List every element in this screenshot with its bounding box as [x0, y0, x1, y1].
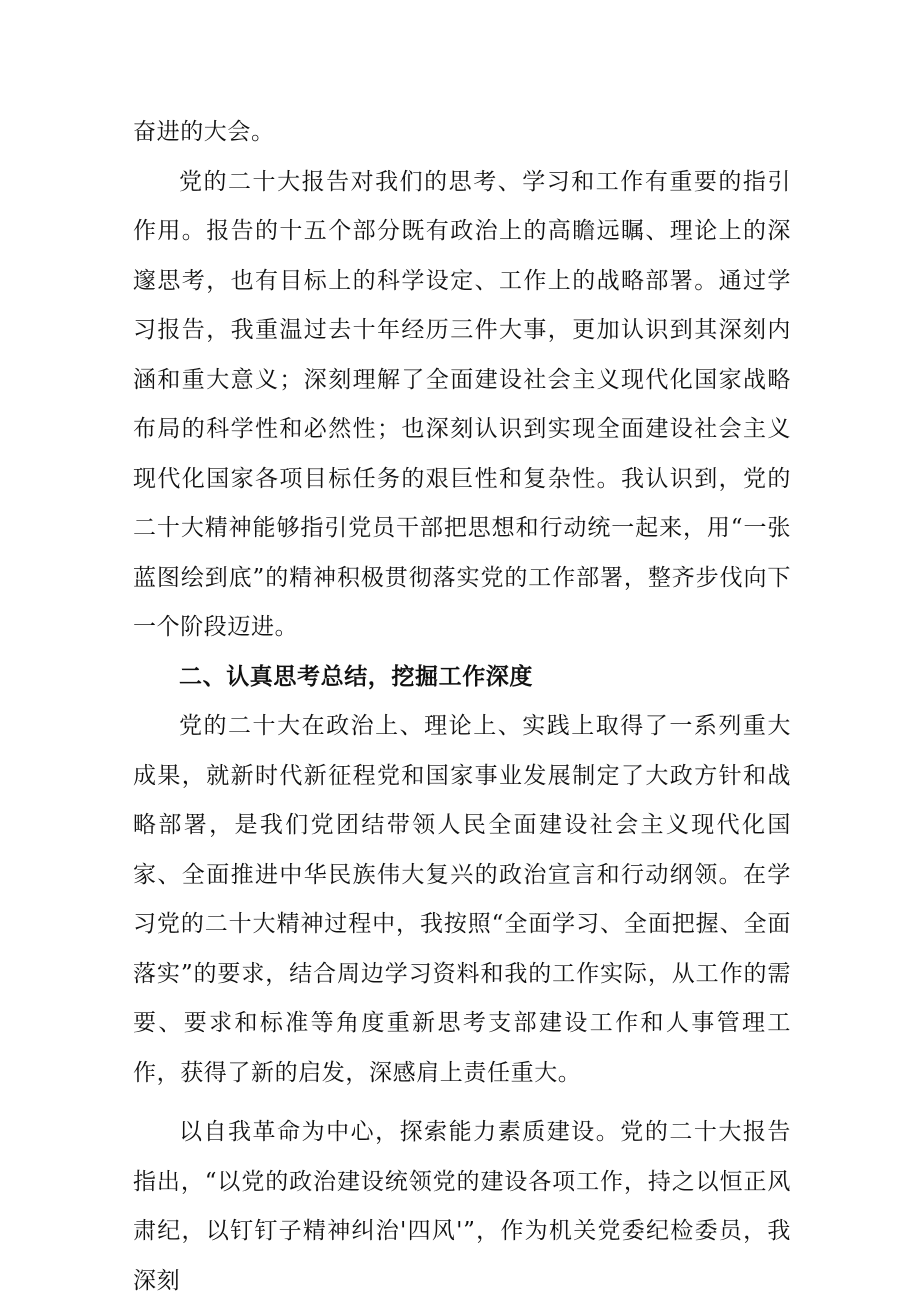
document-body: [133, 108, 791, 1306]
paragraph-continuation: 奋进的大会。: [133, 119, 275, 145]
paragraph-report-guidance: 党的二十大报告对我们的思考、学习和工作有重要的指引作用。报告的十五个部分既有政治上的高瞻远瞩、理论上的深邃思考，也有目标上的科学设定、工作上的战略部署。通过学习报告，我重温过去十年经历三件大事，更加认识到其深刻内涵和重大意义；深刻理解了全面建设社会主义现代化国家战略布局的科学性和必然性；也深刻认识到实现全面建设社会主义现代化国家各项目标任务的艰巨性和复杂性。我认识到，党的二十大精神能够指引党员干部把思想和行动统一起来，用“一张蓝图绘到底”的精神积极贯彻落实党的工作部署，整齐步伐向下一个阶段迈进。: [133, 168, 791, 640]
paragraph-gap: [133, 1098, 791, 1108]
paragraph-achievements: 党的二十大在政治上、理论上、实践上取得了一系列重大成果，就新时代新征程党和国家事业发展制定了大政方针和战略部署，是我们党团结带领人民全面建设社会主义现代化国家、全面推进中华民族伟大复兴的政治宣言和行动纲领。在学习党的二十大精神过程中，我按照“全面学习、全面把握、全面落实”的要求，结合周边学习资料和我的工作实际，从工作的需要、要求和标准等角度重新思考支部建设工作和人事管理工作，获得了新的启发，深感肩上责任重大。: [133, 713, 791, 1086]
section-heading-two: 二、认真思考总结，挖掘工作深度: [179, 663, 533, 690]
paragraph-self-revolution: 以自我革命为中心，探索能力素质建设。党的二十大报告指出，“以党的政治建设统领党的建设各项工作，持之以恒正风肃纪，以钉钉子精神纠治'四风'”，作为机关党委纪检委员，我深刻: [133, 1119, 791, 1294]
